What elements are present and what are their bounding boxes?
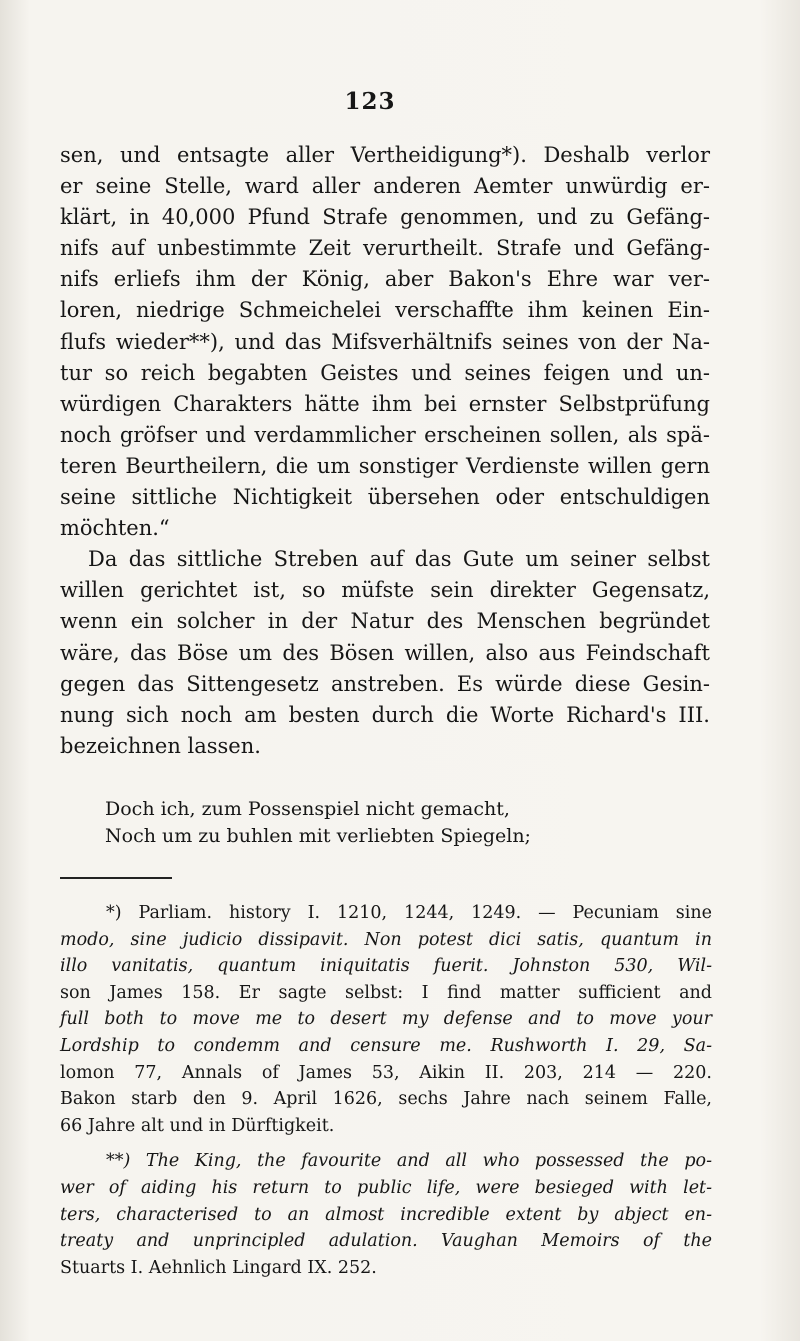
footnote-line: Lordship to condemm and censure me. Rushworth I. 29, Sa-	[60, 1035, 712, 1056]
footnote-line: Bakon starb den 9. April 1626, sechs Jahre nach seinem Falle,	[60, 1089, 712, 1110]
body-line: wäre, das Böse um des Bösen willen, also aus Feindschaft	[60, 640, 710, 665]
footnote-line: illo vanitatis, quantum iniquitatis fuerit. Johnston 530, Wil-	[60, 956, 712, 977]
body-line: tur so reich begabten Geistes und seines feigen und un-	[60, 360, 710, 385]
footnote-line: lomon 77, Annals of James 53, Aikin II. 203, 214 — 220.	[60, 1062, 712, 1083]
footnote-line: ters, characterised to an almost incredible extent by abject en-	[60, 1204, 712, 1225]
footnote-line: *) Parliam. history I. 1210, 1244, 1249. — Pecuniam sine	[106, 903, 712, 923]
body-line: wenn ein solcher in der Natur des Menschen begründet	[60, 609, 710, 634]
body-line: flufs wieder**), und das Mifsverhältnifs seines von der Na-	[60, 329, 710, 354]
body-line: nifs erliefs ihm der König, aber Bakon's Ehre war ver-	[60, 267, 710, 292]
verse-line: Noch um zu buhlen mit verliebten Spiegeln;	[105, 825, 531, 847]
footnote-line: treaty and unprincipled adulation. Vaughan Memoirs of the	[60, 1231, 712, 1252]
footnote-line: wer of aiding his return to public life, were besieged with let-	[60, 1177, 712, 1198]
body-line: bezeichnen lassen.	[60, 733, 261, 758]
footnote-line: full both to move me to desert my defense and to move your	[60, 1009, 712, 1030]
body-text	[60, 140, 710, 762]
body-line: er seine Stelle, ward aller anderen Aemter unwürdig er-	[60, 174, 710, 199]
verse-line: Doch ich, zum Possenspiel nicht gemacht,	[105, 798, 510, 820]
body-line: nung sich noch am besten durch die Worte Richard's III.	[60, 702, 710, 727]
body-line: teren Beurtheilern, die um sonstiger Verdienste willen gern	[60, 453, 710, 478]
body-line: würdigen Charakters hätte ihm bei ernster Selbstprüfung	[60, 391, 710, 416]
footnote-line: Stuarts I. Aehnlich Lingard IX. 252.	[60, 1257, 377, 1278]
body-line: noch gröfser und verdammlicher erscheinen sollen, als spä-	[60, 422, 710, 447]
footnote-separator	[60, 877, 172, 879]
footnote-line: **) The King, the favourite and all who possessed the po-	[106, 1151, 712, 1172]
body-line: nifs auf unbestimmte Zeit verurtheilt. Strafe und Gefäng-	[60, 236, 710, 261]
body-line: willen gerichtet ist, so müfste sein direkter Gegensatz,	[60, 578, 710, 603]
footnotes	[60, 900, 712, 1281]
footnote-line: modo, sine judicio dissipavit. Non potest dici satis, quantum in	[60, 929, 712, 950]
body-line: möchten.“	[60, 516, 170, 541]
body-line: sen, und entsagte aller Vertheidigung*). Deshalb verlor	[60, 143, 710, 167]
body-line: gegen das Sittengesetz anstreben. Es würde diese Gesin-	[60, 671, 710, 696]
verse-quote	[105, 796, 585, 850]
body-line: loren, niedrige Schmeichelei verschaffte ihm keinen Ein-	[60, 298, 710, 323]
body-line: seine sittliche Nichtigkeit übersehen oder entschuldigen	[60, 485, 710, 510]
body-line: klärt, in 40,000 Pfund Strafe genommen, und zu Gefäng-	[60, 205, 710, 230]
paragraph-start-line: Da das sittliche Streben auf das Gute um seiner selbst	[88, 547, 710, 572]
footnote-line: son James 158. Er sagte selbst: I find matter sufficient and	[60, 982, 712, 1003]
footnote-line: 66 Jahre alt und in Dürftigkeit.	[60, 1115, 335, 1136]
page-number: 123	[344, 88, 396, 115]
